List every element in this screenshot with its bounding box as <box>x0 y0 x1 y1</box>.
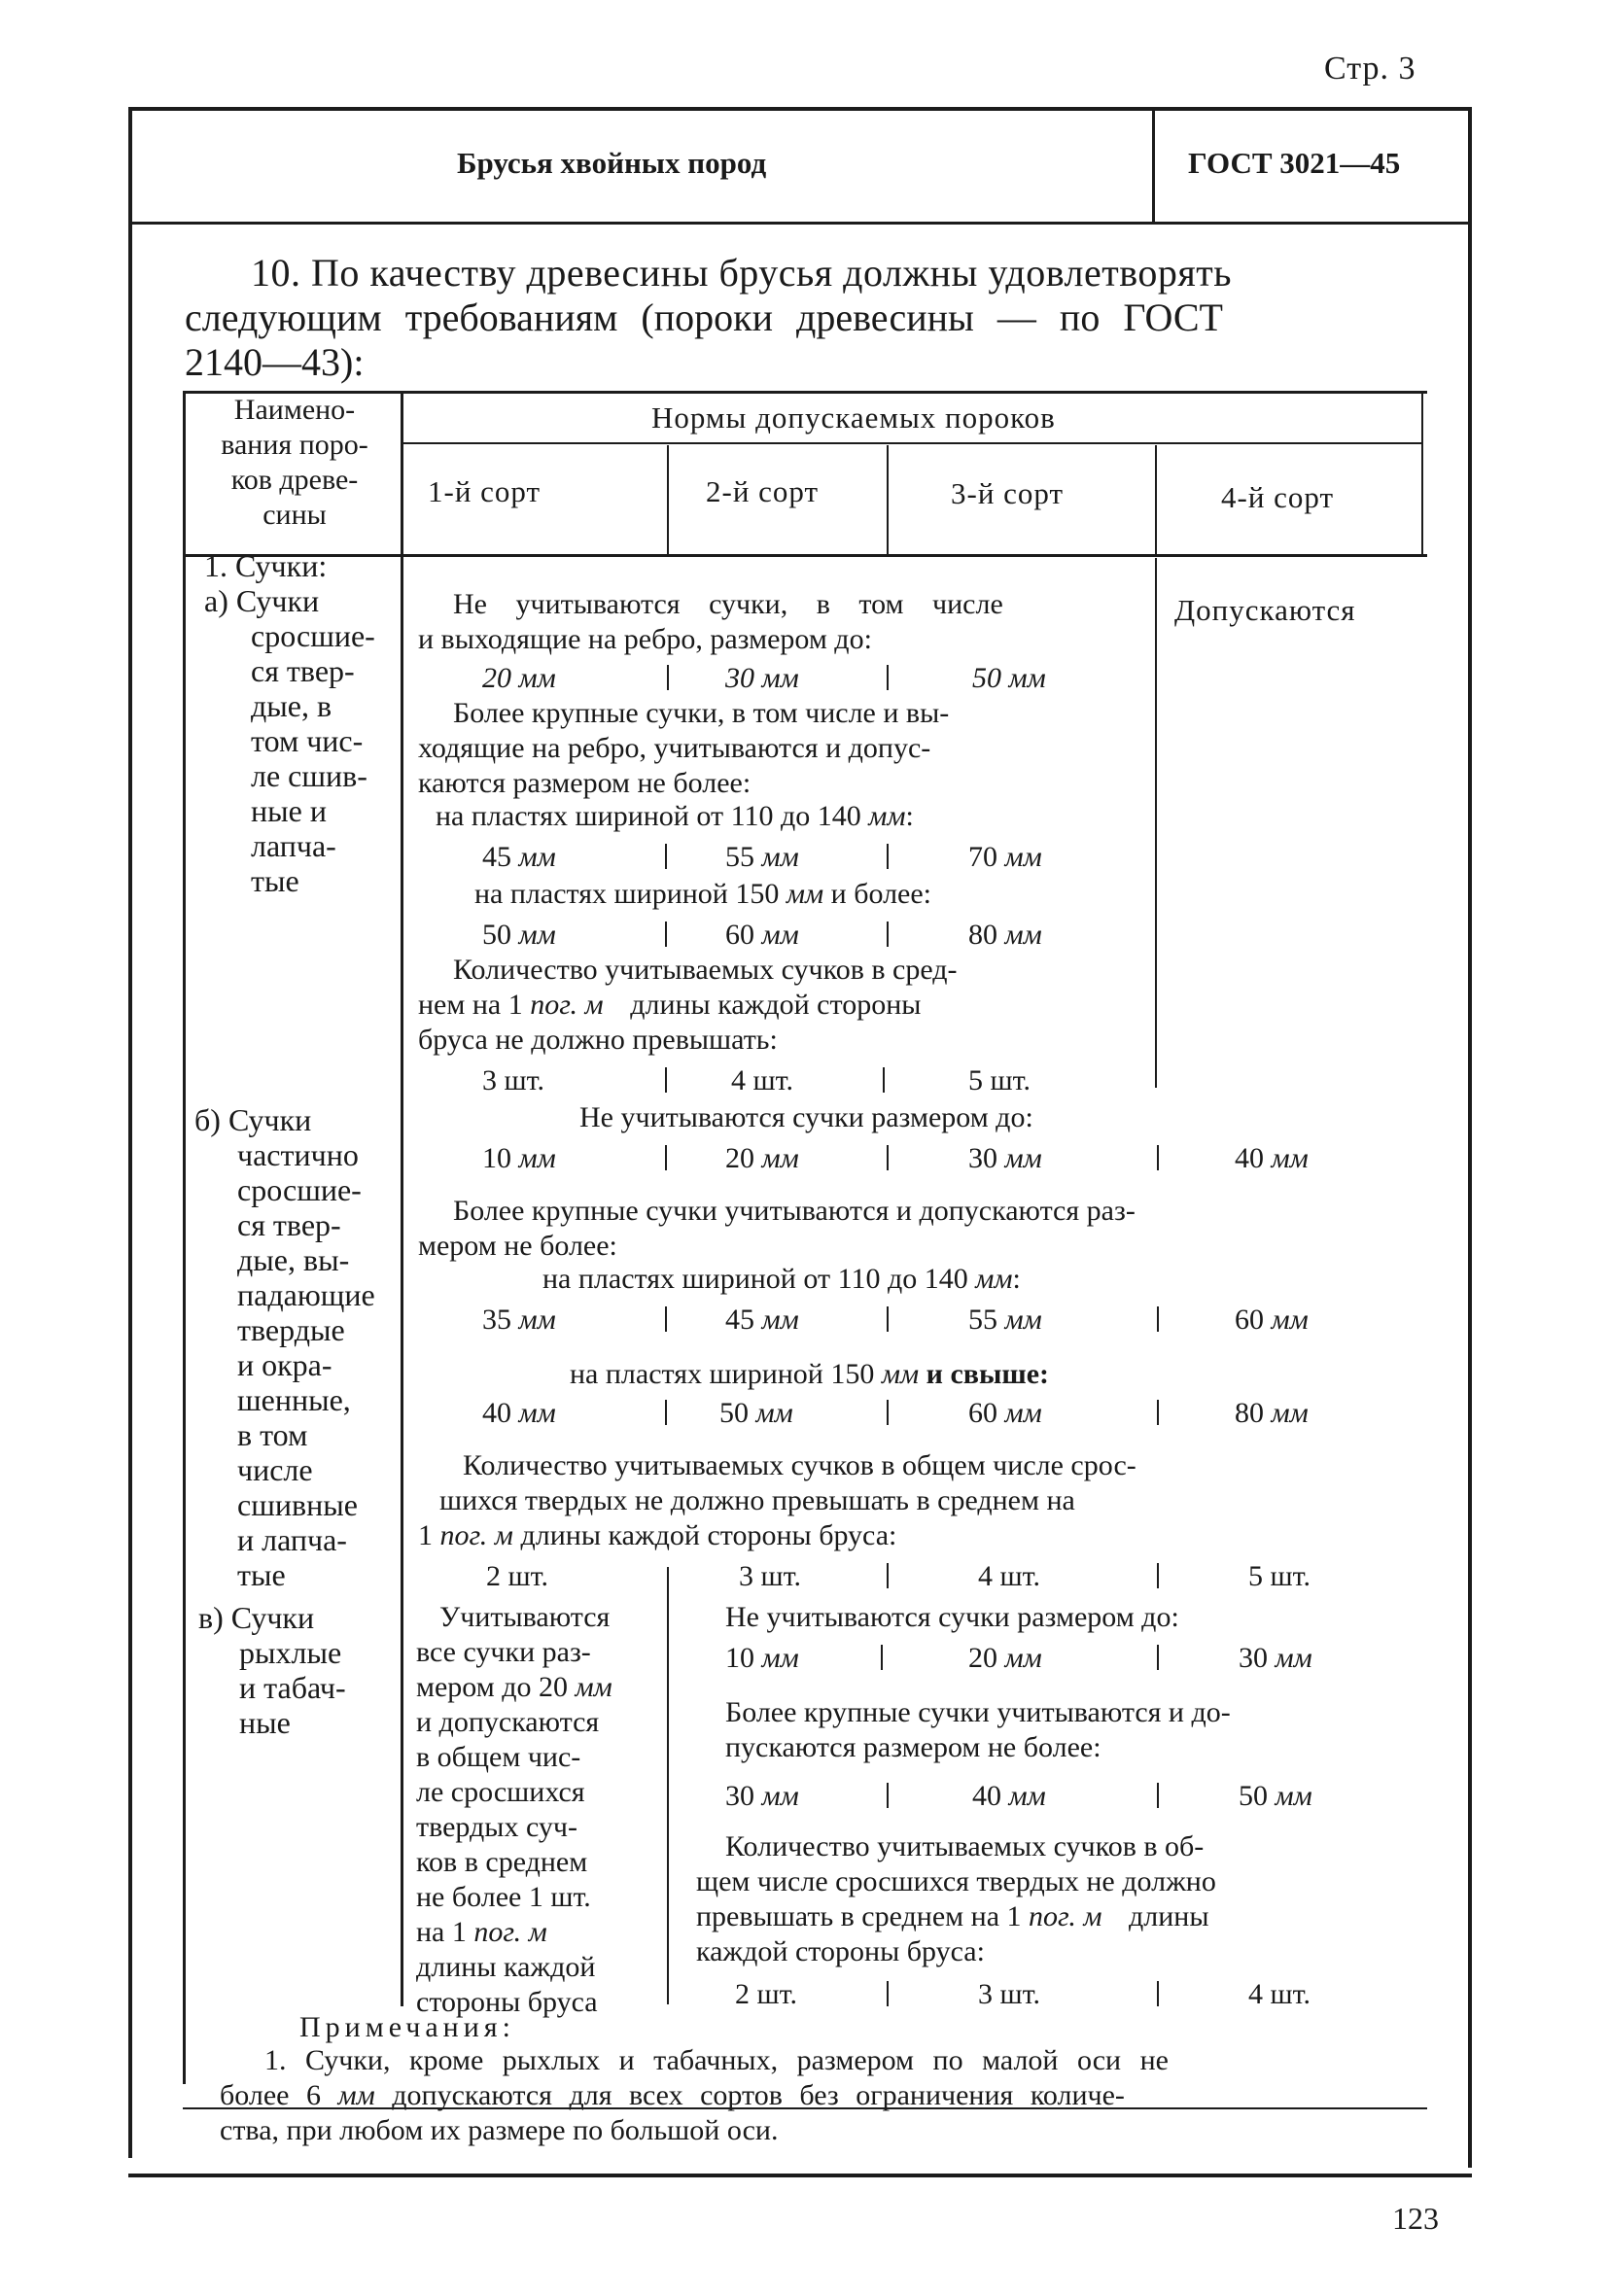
sep <box>883 1067 885 1093</box>
row-a-p4: на пластях шириной 150 мм и более: <box>474 878 932 910</box>
sep <box>887 1563 889 1588</box>
header-divider <box>1152 109 1155 222</box>
grade-col-rule-3 <box>1155 445 1157 556</box>
row-a-name: а) Сучки сросшие- ся твер- дые, в том чис- ле сшив- ные и лапча- тые <box>204 583 375 898</box>
row-b-name: б) Сучки частично сросшие- ся твер- дые, вы- падающие твердые и окра- шенные, в том числе сшивные и лапча- тые <box>194 1102 375 1592</box>
sep <box>665 1306 667 1332</box>
intro-line-2: следующим требованиям (пороки древесины — по ГОСТ <box>185 296 1223 339</box>
sep <box>887 1306 889 1332</box>
rot-grade1-rule <box>667 1567 669 2004</box>
row-b-r1-1: 10 мм <box>482 1142 556 1174</box>
row-b-r2-3: 55 мм <box>968 1304 1042 1336</box>
row-a-grade4: Допускаются <box>1174 593 1356 627</box>
header-bottom-rule <box>128 222 1470 225</box>
row-a-p2: Более крупные сучки, в том числе и вы- ходящие на ребро, учитываются и допус- каются размером не более: <box>418 697 950 799</box>
sep <box>887 844 889 869</box>
grade-4-header: 4-й сорт <box>1221 480 1335 514</box>
page-number: 123 <box>1392 2201 1439 2236</box>
sep <box>887 1783 889 1808</box>
row-a-p3: на пластях шириной от 110 до 140 мм: <box>436 800 914 832</box>
name-col-rule <box>401 393 403 2006</box>
page-bottom-rule <box>128 2174 1472 2177</box>
sep <box>1157 1783 1159 1808</box>
row-b-r4-4: 5 шт. <box>1248 1560 1311 1592</box>
row-a-p1: Не учитываются сучки, в том числе и выходящие на ребро, размером до: <box>418 588 1003 655</box>
page-label: Стр. 3 <box>1324 51 1416 87</box>
row-c-p3: Количество учитываемых сучков в об- щем числе сросшихся твердых не должно превышать в среднем на 1 пог. м длины каждой стороны бруса: <box>696 1830 1216 1967</box>
row-c-r3-2: 3 шт. <box>978 1978 1040 2010</box>
norms-header: Нормы допускаемых пороков <box>651 400 1056 435</box>
sep <box>887 1145 889 1170</box>
grade4-col-rule <box>1155 558 1157 1088</box>
sep <box>665 922 667 947</box>
row-a-r1-1: 20 мм <box>482 662 556 694</box>
row-b-r1-4: 40 мм <box>1235 1142 1309 1174</box>
header-title: Брусья хвойных пород <box>457 146 767 180</box>
row-b-r3-2: 50 мм <box>719 1397 793 1429</box>
row-b-p5: Количество учитываемых сучков в общем числе срос- шихся твердых не должно превышать в среднем на 1 пог. м длины каждой стороны бруса: <box>418 1449 1136 1551</box>
grade-3-header: 3-й сорт <box>951 476 1065 510</box>
row-b-r4-1: 2 шт. <box>486 1560 548 1592</box>
sep <box>887 922 889 947</box>
row-b-r3-1: 40 мм <box>482 1397 556 1429</box>
grade-col-rule-2 <box>887 445 889 556</box>
row-a-r1-3: 50 мм <box>972 662 1046 694</box>
row-a-r3-2: 60 мм <box>725 919 799 951</box>
sep <box>1157 1645 1159 1670</box>
row-b-p1: Не учитываются сучки размером до: <box>579 1101 1033 1133</box>
sep <box>1157 1981 1159 2006</box>
row-b-r4-2: 3 шт. <box>739 1560 801 1592</box>
table-header-bottom-rule <box>183 554 1427 557</box>
table-right-rule <box>1421 393 1423 556</box>
row-c-p2: Более крупные сучки учитываются и до- пускаются размером не более: <box>725 1696 1231 1763</box>
frame-right-rule <box>1468 107 1472 2168</box>
sep <box>667 665 669 690</box>
name-col-header: Наимено- вания поро- ков древе- сины <box>221 394 368 531</box>
sep <box>887 1981 889 2006</box>
row-b-r3-3: 60 мм <box>968 1397 1042 1429</box>
row-a-r2-2: 55 мм <box>725 841 799 873</box>
row-c-r1-3: 30 мм <box>1239 1642 1312 1674</box>
grade-2-header: 2-й сорт <box>706 474 820 508</box>
sep <box>887 1400 889 1425</box>
sep <box>1157 1563 1159 1588</box>
row-b-r1-2: 20 мм <box>725 1142 799 1174</box>
row-a-r2-1: 45 мм <box>482 841 556 873</box>
row-c-r2-3: 50 мм <box>1239 1780 1312 1812</box>
sep <box>1157 1400 1159 1425</box>
row-a-r4-1: 3 шт. <box>482 1064 544 1096</box>
row-c-r2-1: 30 мм <box>725 1780 799 1812</box>
header-gost: ГОСТ 3021—45 <box>1188 146 1401 180</box>
intro-line-1: 10. По качеству древесины брусья должны удовлетворять <box>251 251 1232 295</box>
row-b-r2-1: 35 мм <box>482 1304 556 1336</box>
norms-header-rule <box>401 442 1421 444</box>
grade-1-header: 1-й сорт <box>428 474 542 508</box>
header-top-rule <box>128 107 1470 111</box>
row-a-r1-2: 30 мм <box>725 662 799 694</box>
row-c-p1: Не учитываются сучки размером до: <box>725 1601 1179 1633</box>
row-a-r4-2: 4 шт. <box>731 1064 793 1096</box>
row-c-r3-3: 4 шт. <box>1248 1978 1311 2010</box>
section-knots-title: 1. Сучки: <box>204 548 328 583</box>
row-a-p5: Количество учитываемых сучков в сред- нем на 1 пог. м длины каждой стороны бруса не должно превышать: <box>418 954 958 1056</box>
sep <box>1157 1145 1159 1170</box>
row-a-r4-3: 5 шт. <box>968 1064 1031 1096</box>
sep <box>665 1145 667 1170</box>
row-c-r3-1: 2 шт. <box>735 1978 797 2010</box>
intro-line-3: 2140—43): <box>185 340 365 384</box>
row-b-r1-3: 30 мм <box>968 1142 1042 1174</box>
sep <box>881 1645 883 1670</box>
row-b-p4: на пластях шириной 150 мм и свыше: <box>570 1358 1050 1390</box>
row-a-r3-3: 80 мм <box>968 919 1042 951</box>
sep <box>887 665 889 690</box>
sep <box>665 1067 667 1093</box>
row-c-r1-2: 20 мм <box>968 1642 1042 1674</box>
sep <box>665 1400 667 1425</box>
row-b-p3: на пластях шириной от 110 до 140 мм: <box>542 1263 1021 1295</box>
row-a-r2-3: 70 мм <box>968 841 1042 873</box>
row-b-r3-4: 80 мм <box>1235 1397 1309 1429</box>
grade-col-rule-1 <box>667 445 669 556</box>
row-b-r2-2: 45 мм <box>725 1304 799 1336</box>
row-c-grade1: Учитываются все сучки раз- мером до 20 мм и допускаются в общем чис- ле сросшихся твердых суч- ков в среднем не более 1 шт. на 1 пог. м длины каждой стороны бруса <box>416 1601 612 2018</box>
table-left-rule <box>183 393 186 2084</box>
notes-body: 1. Сучки, кроме рыхлых и табачных, размером по малой оси не более 6 мм допускаются для всех сортов без ограничения количе- ства, при любом их размере по большой оси. <box>220 2044 1169 2146</box>
row-c-r2-2: 40 мм <box>972 1780 1046 1812</box>
frame-left-rule <box>128 107 132 2158</box>
row-c-name: в) Сучки рыхлые и табач- ные <box>198 1600 346 1740</box>
notes-title: Примечания: <box>299 2011 515 2043</box>
row-c-r1-1: 10 мм <box>725 1642 799 1674</box>
row-a-r3-1: 50 мм <box>482 919 556 951</box>
sep <box>665 844 667 869</box>
sep <box>1157 1306 1159 1332</box>
row-b-p2: Более крупные сучки учитываются и допускаются раз- мером не более: <box>418 1195 1136 1262</box>
row-b-r4-3: 4 шт. <box>978 1560 1040 1592</box>
row-b-r2-4: 60 мм <box>1235 1304 1309 1336</box>
